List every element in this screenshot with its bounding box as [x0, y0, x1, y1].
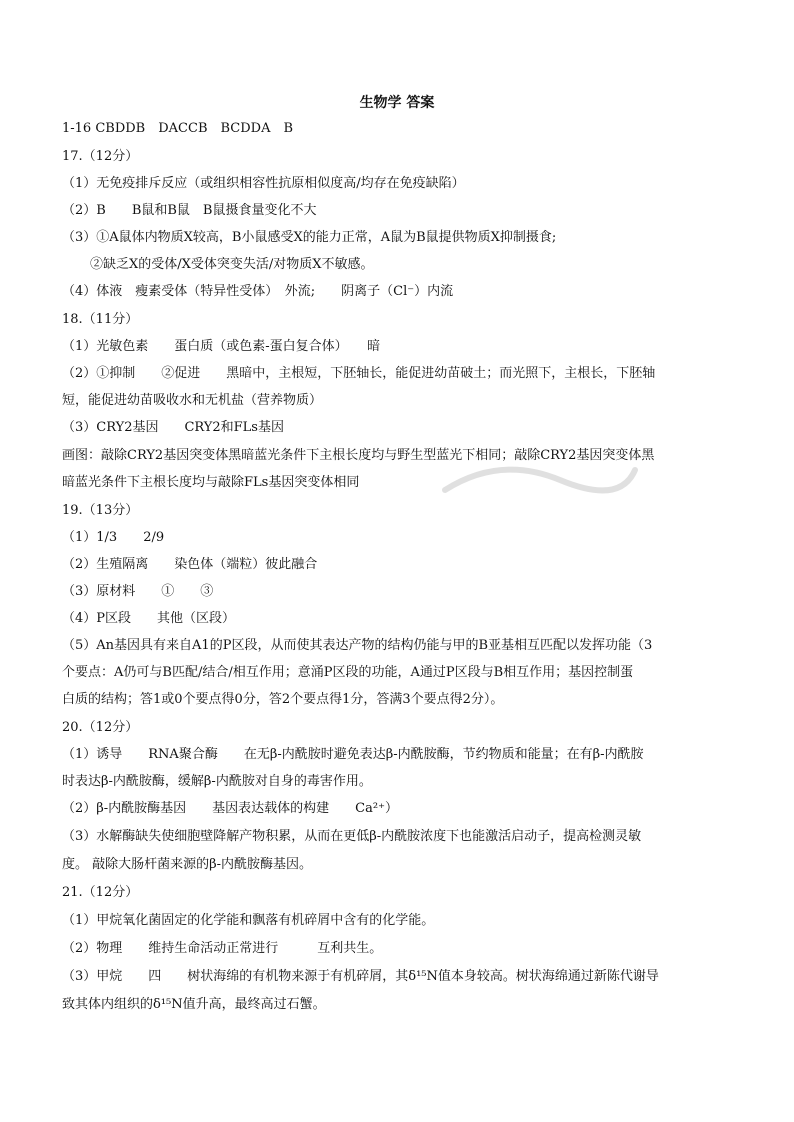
q20-3b: 度。 敲除大肠杆菌来源的β-内酰胺酶基因。	[62, 857, 313, 872]
q18-2b: 短，能促进幼苗吸收水和无机盐（营养物质）	[62, 393, 323, 408]
q19-2: （2）生殖隔离 染色体（端粒）彼此融合	[62, 557, 318, 572]
q18-drawing-b: 暗蓝光条件下主根长度均与敲除FLs基因突变体相同	[62, 475, 360, 490]
q18-2a: （2）①抑制 ②促进 黑暗中，主根短，下胚轴长，能促进幼苗破土；而光照下，主根长，下胚轴	[62, 366, 656, 381]
q20-2: （2）β-内酰胺酶基因 基因表达载体的构建 Ca²⁺）	[62, 801, 398, 816]
q17-3a: （3）①A鼠体内物质X较高，B小鼠感受X的能力正常，A鼠为B鼠提供物质X抑制摄食;	[62, 230, 557, 245]
q17-2: （2）B B鼠和B鼠 B鼠摄食量变化不大	[62, 203, 317, 218]
q19-5a: （5）An基因具有来自A1的P区段，从而使其表达产物的结构仍能与甲的B亚基相互匹配以发挥功能（3	[62, 638, 653, 653]
q20-header: 20.（12分）	[62, 720, 139, 735]
q18-1: （1）光敏色素 蛋白质（或色素-蛋白复合体） 暗	[62, 339, 381, 354]
q21-3b: 致其体内组织的δ¹⁵N值升高，最终高过石蟹。	[62, 997, 326, 1012]
mc-answers: 1-16 CBDDB DACCB BCDDA B	[62, 121, 294, 136]
q19-4: （4）P区段 其他（区段）	[62, 611, 236, 626]
q21-2: （2）物理 维持生命活动正常进行 互利共生。	[62, 941, 383, 956]
q18-3: （3）CRY2基因 CRY2和FLs基因	[62, 420, 284, 435]
q21-header: 21.（12分）	[62, 885, 139, 900]
q17-4: （4）体液 瘦素受体（特异性受体） 外流; 阴离子（Cl⁻）内流	[62, 284, 454, 299]
q20-1b: 时表达β-内酰胺酶，缓解β-内酰胺对自身的毒害作用。	[62, 774, 372, 789]
q17-header: 17.（12分）	[62, 149, 139, 164]
q20-3a: （3）水解酶缺失使细胞壁降解产物积累，从而在更低β-内酰胺浓度下也能激活启动子，提高检测灵敏	[62, 829, 642, 844]
q21-1: （1）甲烷氧化菌固定的化学能和飘落有机碎屑中含有的化学能。	[62, 913, 435, 928]
q17-3b: ②缺乏X的受体/X受体突变失活/对物质X不敏感。	[90, 257, 374, 272]
q19-5b: 个要点：A仍可与B匹配/结合/相互作用；意涌P区段的功能，A通过P区段与B相互作用；基因控制蛋	[62, 665, 634, 680]
q19-5c: 白质的结构；答1或0个要点得0分，答2个要点得1分，答满3个要点得2分）。	[62, 692, 504, 707]
q19-3: （3）原材料 ① ③	[62, 584, 214, 599]
q21-3a: （3）甲烷 四 树状海绵的有机物来源于有机碎屑，其δ¹⁵N值本身较高。树状海绵通过新陈代谢导	[62, 969, 659, 984]
q19-header: 19.（13分）	[62, 503, 139, 518]
q18-header: 18.（11分）	[62, 312, 139, 327]
q18-drawing-a: 画图：敲除CRY2基因突变体黑暗蓝光条件下主根长度均与野生型蓝光下相同；敲除CRY2基因突变体黑	[62, 448, 655, 463]
q19-1: （1）1/3 2/9	[62, 530, 165, 545]
watermark-smudge	[440, 450, 640, 510]
page-title: 生物学 答案	[359, 95, 435, 111]
q17-1: （1）无免疫排斥反应（或组织相容性抗原相似度高/均存在免疫缺陷）	[62, 176, 465, 191]
q20-1a: （1）诱导 RNA聚合酶 在无β-内酰胺时避免表达β-内酰胺酶，节约物质和能量；在有β-内酰胺	[62, 747, 644, 762]
